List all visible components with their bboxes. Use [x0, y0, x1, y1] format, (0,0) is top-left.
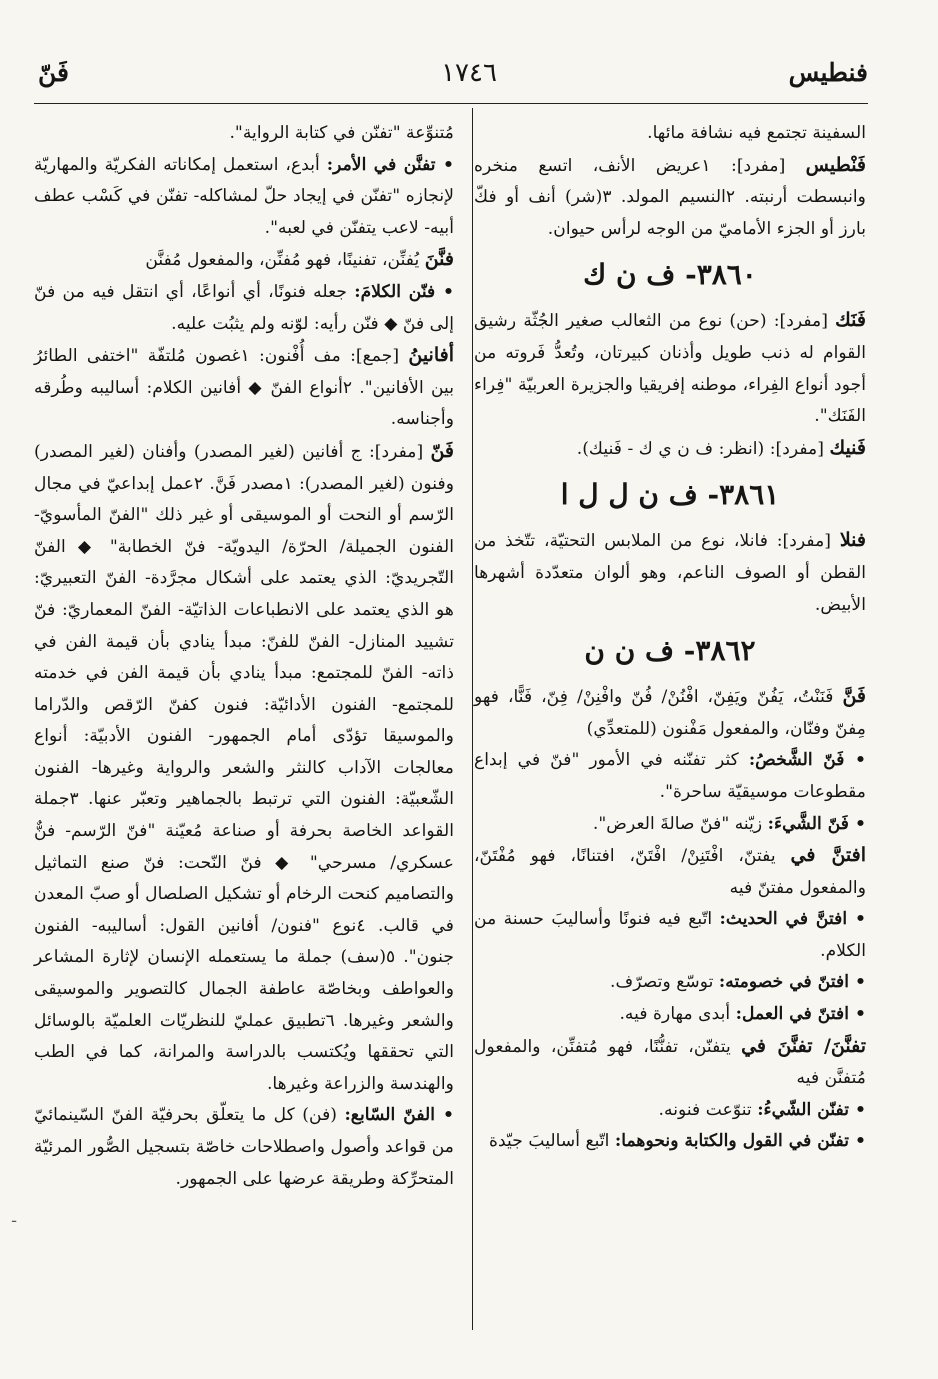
entry-paragraph: [34, 436, 454, 1100]
right-column: [474, 118, 866, 1158]
headword: فَنَك: [835, 309, 866, 332]
definition-text: أبدى مهارة فيه.: [619, 1004, 736, 1025]
entry-paragraph: [474, 118, 866, 150]
definition-text: [مفرد]: (انظر: ف ن ي ك - فَنيك).: [576, 438, 830, 459]
headword: أفانينُ: [408, 344, 454, 367]
definition-text: [مفرد]: فانلا، نوع من الملابس التحتيّة، تتّخذ من القطن أو الصوف الناعم، وهو ألوان متعدّدة أشهرها الأبيض.: [474, 531, 866, 615]
sub-entry-label: • فَنّ الشَّيءَ:: [767, 813, 866, 834]
definition-text: السفينة تجتمع فيه نشافة مائها.: [647, 123, 866, 143]
definition-text: زيّنه "فنّ صالةَ العرض".: [592, 813, 768, 834]
definition-text: توسّع وتصرّف.: [610, 972, 719, 993]
headword: فنَّنَ: [424, 248, 454, 271]
headword: فنلا: [839, 529, 866, 552]
definition-text: اتّبع أساليبَ جيّدة: [489, 1131, 615, 1152]
header-rule: [34, 103, 868, 104]
sub-entry-label: • تفنّن الشّيءُ:: [757, 1099, 866, 1120]
entry-paragraph: [474, 809, 866, 841]
definition-text: فَنَنْتُ، يَفُنّ ويَفِنّ، افْنُنْ/ فُنّ وافْنِنْ/ فِنّ، فَنًّا، فهو مِفنّ وفنّان، والمفعول مَفْنون (للمتعدِّي): [474, 687, 866, 739]
definition-text: تنوّعت فنونه.: [658, 1099, 758, 1120]
running-head-left: فَنّ: [38, 58, 69, 87]
headword: فَنْطيس: [805, 153, 867, 176]
definition-text: كثر تفنّنه في الأمور "فنّ في إبداع مقطوعات موسيقيّة ساحرة".: [474, 750, 866, 802]
entry-paragraph: [474, 1031, 866, 1095]
entry-paragraph: [34, 244, 454, 277]
entry-paragraph: [474, 745, 866, 808]
definition-text: [جمع]: مف أُفْنون: ١غصون مُلتفّة "اختفى الطائرُ بين الأفانين". ٢أنواع الفنّ ◆ أفانين الكلام: أساليبه وطُرقه وأجناسه.: [34, 346, 454, 430]
left-column: [34, 118, 454, 1195]
sub-entry-label: • فنّن الكلامَ:: [354, 281, 454, 302]
definition-text: يُفنِّن، تفنينًا، فهو مُفنِّن، والمفعول مُفنَّن: [145, 250, 425, 271]
headword: فَنيك: [829, 436, 866, 459]
entry-root-title: ٣٨٦٢- ف ن ن: [584, 634, 756, 668]
entry-paragraph: [34, 118, 454, 150]
margin-mark: ـ: [12, 1210, 17, 1226]
definition-text: اتّبع فيه فنونًا وأساليبَ حسنة من الكلام.: [474, 909, 866, 961]
definition-text: [مفرد]: ج أفانين (لغير المصدر) وأفنان (لغير المصدر) وفنون (لغير المصدر): ١مصدر فَنَّ. ٢عمل إبداعيّ في مجال الرّسم أو النحت أو الموسيقى أو غير ذلك "الفنّ المأسويّ- الفنون الجميلة/ الحرّة/ اليدويّة- فنّ الخطابة" ◆ الفنّ التّجريديّ: الذي يعتمد على أشكال مجرَّدة- الفنّ التعبيريّ: هو الذي يعتمد على الانطباعات الذاتيّة- الفنّ المعماريّ: فنّ تشييد المنازل- الفنّ للفنّ: مبدأ ينادي بأن قيمة الفن في ذاته- الفنّ للمجتمع: مبدأ ينادي بأن قيمة الفن في خدمته للمجتمع- الفنون الأدائيّة: فنون كفنّ الرّقص والدّراما والموسيقا تؤدّى أمام الجمهور- الفنون الأدبيّة: أنواع معالجات الآداب كالنثر والشعر والرواية وغيرها- الفنون الشّعبيّة: الفنون التي ترتبط بالجماهير وتعبّر عنها. ٣جملة القواعد الخاصة بحرفة أو صناعة مُعيّنة "فنّ الرّسم- فنٌّ عسكري/ مسرحي" ◆ فنّ النّحت: فنّ صنع التماثيل والتصاميم كنحت الرخام أو تشكيل الصلصال أو صبّ المعدن في قالب. ٤نوع "فنون/ أفانين القول: أساليبه- الفنون جنون". ٥(سف) جملة ما يستعمله الإنسان لإثارة المشاعر والعواطف وبخاصّة عاطفة الجمال كالتصوير والموسيقى والشعر وغيرها. ٦تطبيق عمليّ للنظريّات العلميّة بالوسائل التي تحققها ويُكتسب بالدراسة والمرانة، كما في الطب والهندسة والزراعة وغيرها.: [34, 441, 455, 1094]
entry-paragraph: [474, 904, 866, 967]
sub-entry-label: • تفنَّن في الأمر:: [326, 154, 454, 175]
entry-paragraph: [474, 525, 866, 621]
definition-text: [مفرد]: ١عريض الأنف، اتسع منخره وانبسطت أرنبته. ٢النسيم المولد. ٣(شر) أنف أو فكّ بارز أو الجزء الأماميّ من الوجه لرأس حيوان.: [474, 155, 866, 239]
definition-text: [مفرد]: (حن) نوع من الثعالب صغير الجُثّة رشيق القوام له ذنب طويل وأذنان كبيرتان، وتُعدُّ فَروته من أجود أنواع الفِراء، موطنه إفريقيا والجزيرة العربيّة "فِراء الفَنَك".: [474, 311, 866, 427]
entry-paragraph: [474, 1126, 866, 1158]
sub-entry-label: • تفنّن في القول والكتابة ونحوهما:: [614, 1131, 866, 1152]
entry-paragraph: [34, 1100, 454, 1195]
sub-entry-label: • افتنّ في خصومته:: [718, 972, 866, 993]
sub-entry-label: • الفنّ السّابع:: [344, 1105, 454, 1126]
sub-entry-label: • افتنَّ في الحديث:: [719, 909, 866, 930]
entry-paragraph: [474, 999, 866, 1031]
entry-paragraph: [34, 277, 454, 340]
column-divider: [472, 108, 473, 1330]
running-head-right: فنطيس: [788, 58, 868, 87]
entry-paragraph: [34, 340, 454, 436]
definition-text: يتفنّن، تفنُّنًا، فهو مُتفنِّن، والمفعول مُتفنَّن فيه: [474, 1036, 866, 1089]
entry-paragraph: [474, 305, 866, 432]
definition-text: مُتنوِّعة "تفنّن في كتابة الرواية".: [229, 123, 454, 143]
entry-paragraph: [474, 681, 866, 745]
sub-entry-label: • افتنّ في العمل:: [735, 1004, 866, 1025]
definition-text: يفتنّ، افْتَنِنْ/ افْتَنّ، افتنانًا، فهو مُفْتَنّ، والمفعول مفتنّ فيه: [474, 846, 866, 898]
sub-entry-label: • فَنّ الشَّخصُ:: [748, 750, 867, 771]
definition-text: (فن) كل ما يتعلّق بحرفيّة الفنّ السّينمائيّ من قواعد وأصول واصطلاحات خاصّة بتسجيل الصُّور المرئيّة المتحرِّكة وطريقة عرضها على الجمهور.: [34, 1105, 454, 1189]
headword: فَنَّ: [842, 685, 866, 708]
entry-root-title: ٣٨٦١- ف ن ل ل ا: [560, 478, 780, 512]
entry-paragraph: [34, 150, 454, 245]
headword: فَنّ: [430, 439, 454, 462]
entry-paragraph: [474, 433, 866, 466]
headword: تفنَّنَ/ تفنَّنَ في: [741, 1034, 867, 1057]
entry-paragraph: [474, 150, 866, 246]
entry-paragraph: [474, 967, 866, 999]
headword: افتنَّ في: [790, 844, 867, 867]
page-number: ١٧٤٦: [441, 58, 497, 88]
entry-root-title: ٣٨٦٠- ف ن ك: [583, 258, 757, 292]
definition-text: أبدع، استعمل إمكاناته الفكريّة والمهاريّة لإنجازه "تفنّن في إيجاد حلّ لمشاكله- تفنّن في كَسْب عطف أبيه- لاعب يتفنّن في لعبه".: [34, 154, 454, 238]
entry-paragraph: [474, 1095, 866, 1127]
definition-text: جعله فنونًا، أي أنواعًا، أي انتقل فيه من فنّ إلى فنّ ◆ فنّن رأيه: لوّنه ولم يثبُت عليه.: [34, 281, 454, 334]
entry-paragraph: [474, 840, 866, 904]
